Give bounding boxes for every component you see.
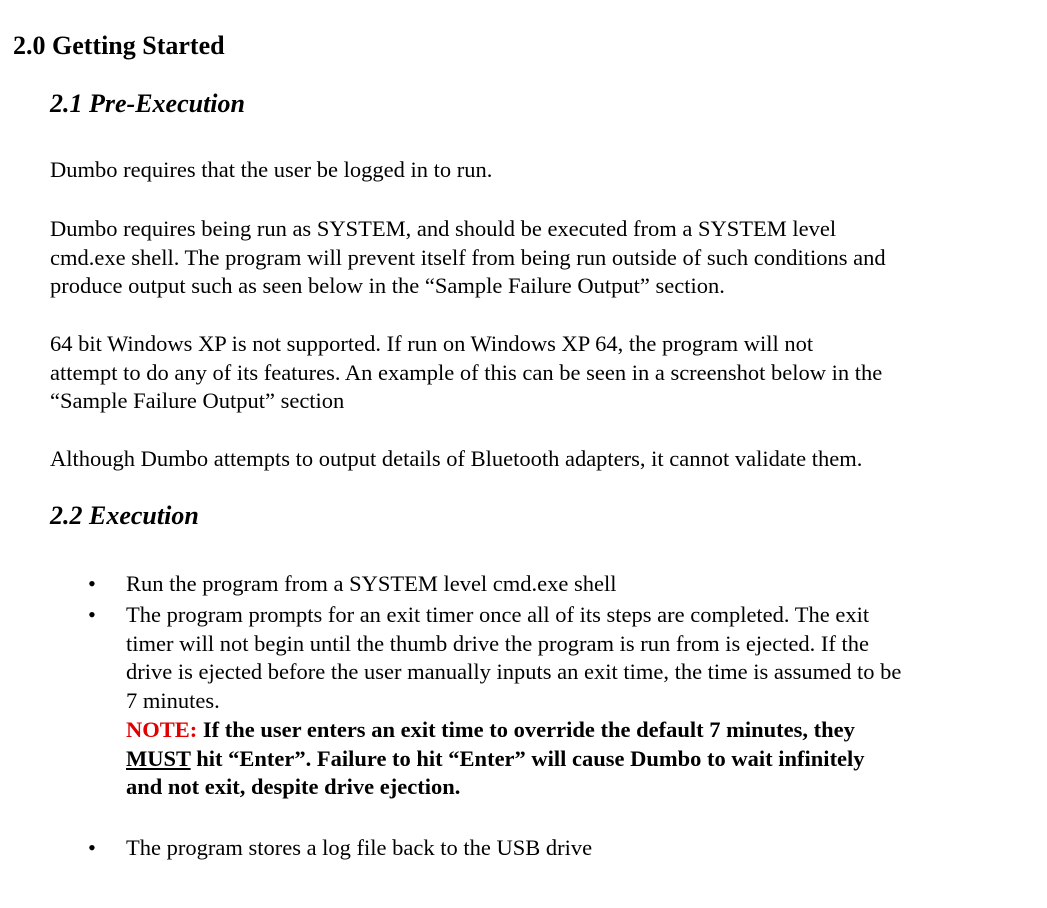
list-item-line: drive is ejected before the user manually inputs an exit time, the time is assumed to be [126,659,902,685]
pre-execution-paragraph-2 [50,215,1010,301]
paragraph-line: 64 bit Windows XP is not supported. If run on Windows XP 64, the program will not [50,331,814,356]
list-item-text [126,570,1026,599]
list-item-line: timer will not begin until the thumb drive the program is run from is ejected. If the [126,630,869,656]
bullet-icon: • [88,835,96,860]
list-item-text [126,834,1026,863]
note-label: NOTE: [126,716,198,742]
note-line: and not exit, despite drive ejection. [126,774,461,800]
pre-execution-heading: 2.1 Pre-Execution [50,89,245,118]
execution-heading: 2.2 Execution [50,501,199,530]
list-item-text [126,601,1026,802]
bullet-icon: • [88,602,96,627]
paragraph-line: Dumbo requires that the user be logged in to run. [50,157,493,182]
bullet-icon: • [88,571,96,596]
section-title: 2.0 Getting Started [13,31,225,60]
paragraph-line: Although Dumbo attempts to output details of Bluetooth adapters, it cannot validate them. [50,446,863,471]
list-item-line: Run the program from a SYSTEM level cmd.exe shell [126,571,617,596]
pre-execution-paragraph-1 [50,156,1010,185]
paragraph-line: attempt to do any of its features. An example of this can be seen in a screenshot below in the [50,359,883,385]
pre-execution-paragraph-3 [50,330,1010,416]
note-text: If the user enters an exit time to override the default 7 minutes, they [197,716,855,742]
note-line [126,745,1026,774]
paragraph-line: produce output such as seen below in the “Sample Failure Output” section. [50,273,725,299]
list-item-line: The program prompts for an exit timer once all of its steps are completed. The exit [126,602,870,627]
note-text: hit “Enter”. Failure to hit “Enter” will cause Dumbo to wait infinitely [190,745,865,771]
paragraph-line: cmd.exe shell. The program will prevent itself from being run outside of such conditions and [50,244,886,270]
paragraph-line: Dumbo requires being run as SYSTEM, and should be executed from a SYSTEM level [50,216,837,241]
list-item-line: 7 minutes. [126,688,220,714]
note-line [126,716,1026,745]
list-item-line: The program stores a log file back to the USB drive [126,835,593,860]
paragraph-line: “Sample Failure Output” section [50,388,345,414]
note-emphasis: MUST [126,745,191,771]
pre-execution-paragraph-4 [50,445,1010,474]
